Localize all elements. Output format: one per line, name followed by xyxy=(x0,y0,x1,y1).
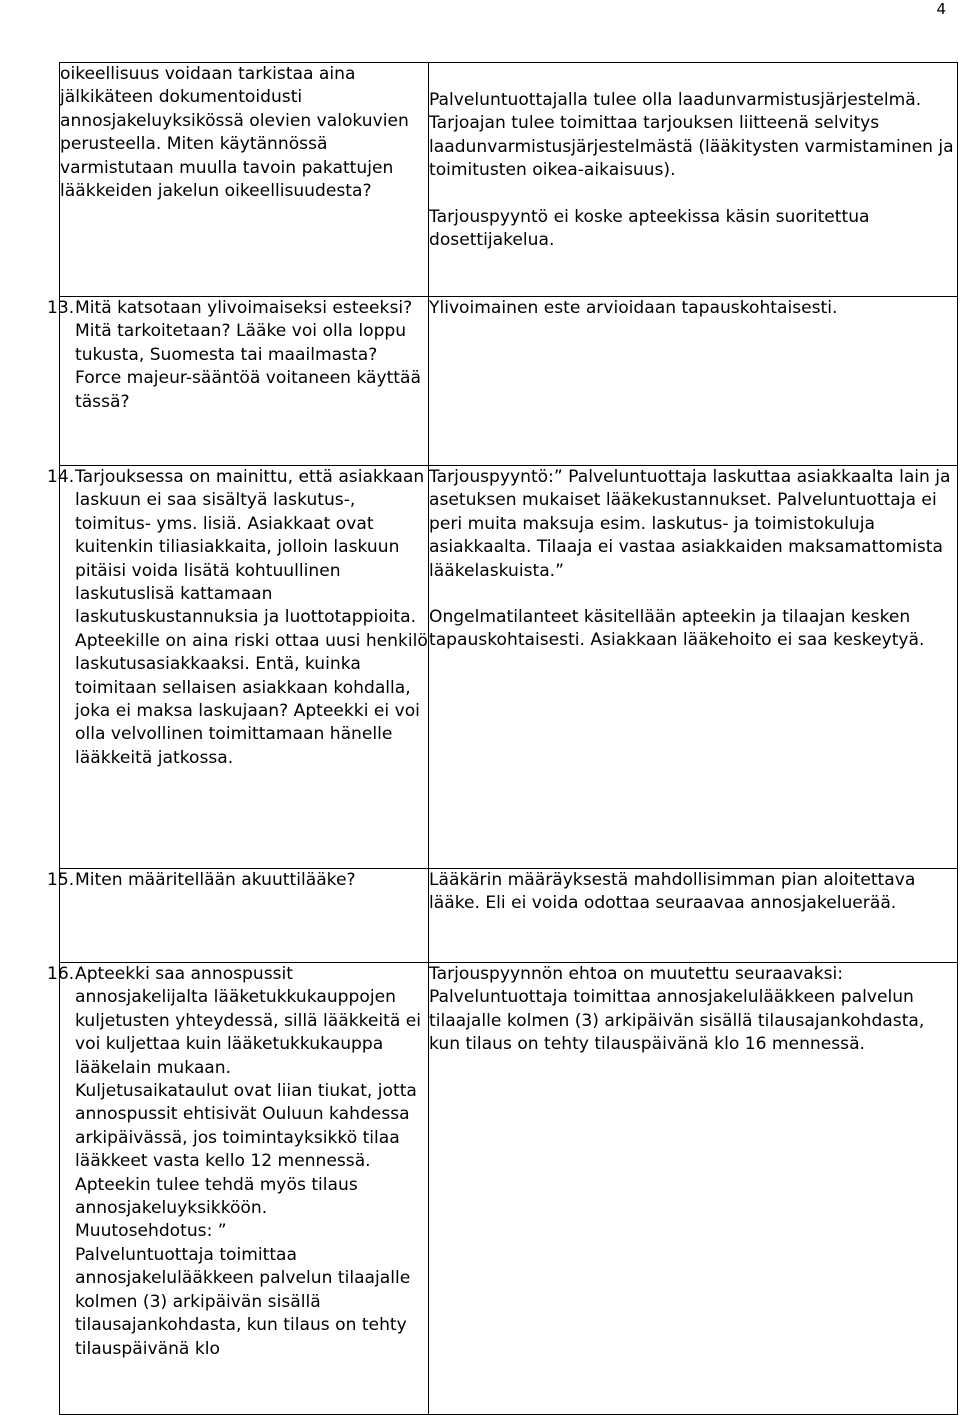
answer-text: Ylivoimainen este arvioidaan tapauskohtaisesti. xyxy=(429,298,838,318)
question-number: 15. xyxy=(47,870,75,890)
answer-cell xyxy=(429,963,958,1415)
question-number: 16. xyxy=(47,964,75,984)
answer-text: Tarjouspyyntö ei koske apteekissa käsin suoritettua dosettijakelua. xyxy=(429,206,870,251)
question-text: Muutosehdotus: ” xyxy=(75,1221,227,1242)
answer-cell xyxy=(429,297,958,466)
table-row xyxy=(60,466,958,869)
qa-table xyxy=(47,62,958,1415)
question-cell xyxy=(47,297,429,466)
question-cell xyxy=(47,466,429,869)
question-text: Tarjouksessa on mainittu, että asiakkaan laskuun ei saa sisältyä laskutus-, toimitus- yms. lisiä. Asiakkaat ovat kuitenkin tiliasiakkaita, jolloin laskuun pitäisi voida lisätä kohtuullinen laskutuslisä kattamaan laskutuskustannuksia ja luottotappioita. Apteekille on aina riski ottaa uusi henkilö laskutusasiakkaaksi. Entä, kuinka toimitaan sellaisen asiakkaan kohdalla, joka ei maksa laskujaan? Apteekki ei voi olla velvollinen toimittamaan hänelle lääkkeitä jatkossa. xyxy=(75,467,428,768)
question-number: 14. xyxy=(47,467,75,487)
question-text: Apteekki saa annospussit annosjakelijalta lääketukkukauppojen kuljetusten yhteydessä, sillä lääkkeitä ei voi kuljettaa kuin lääketukkukauppa lääkelain mukaan. xyxy=(75,964,422,1078)
table-row xyxy=(60,63,958,297)
question-text: oikeellisuus voidaan tarkistaa aina jälkikäteen dokumentoidusti annosjakeluyksikössä olevien valokuvien perusteella. Miten käytännössä varmistutaan muulla tavoin pakattujen lääkkeiden jakelun oikeellisuudesta? xyxy=(60,64,409,202)
question-text: Kuljetusaikataulut ovat liian tiukat, jotta annospussit ehtisivät Ouluun kahdessa arkipäivässä, jos toimintayksikkö tilaa lääkkeet vasta kello 12 mennessä. xyxy=(75,1081,417,1172)
answer-text: Palveluntuottajalla tulee olla laadunvarmistusjärjestelmä. Tarjoajan tulee toimittaa tarjouksen liitteenä selvitys laadunvarmistusjärjestelmästä (lääkitysten varmistaminen ja toimitusten oikea-aikaisuus). xyxy=(429,90,954,181)
answer-cell xyxy=(429,869,958,963)
question-text: Miten määritellään akuuttilääke? xyxy=(75,870,356,890)
table-row xyxy=(60,963,958,1415)
question-cell xyxy=(60,63,429,297)
question-text: Mitä katsotaan ylivoimaiseksi esteeksi? Mitä tarkoitetaan? Lääke voi olla loppu tukusta, Suomesta tai maailmasta? Force majeur-sääntöä voitaneen käyttää tässä? xyxy=(75,298,421,412)
page-number: 4 xyxy=(936,0,946,18)
question-text: Apteekin tulee tehdä myös tilaus annosjakeluyksikköön. xyxy=(75,1174,358,1219)
answer-cell xyxy=(429,466,958,869)
table-row xyxy=(60,869,958,963)
answer-text: Tarjouspyyntö:” Palveluntuottaja laskuttaa asiakkaalta lain ja asetuksen mukaiset lääkekustannukset. Palveluntuottaja ei peri muita maksuja esim. laskutus- ja toimistokuluja asiakkaalta. Tilaaja ei vastaa asiakkaiden maksamattomista lääkelaskuista.” xyxy=(429,467,951,581)
question-text: Palveluntuottaja toimittaa annosjakelulääkkeen palvelun tilaajalle kolmen (3) arkipäivän sisällä tilausajankohdasta, kun tilaus on tehty tilauspäivänä klo xyxy=(75,1244,411,1359)
answer-text: Ongelmatilanteet käsitellään apteekin ja tilaajan kesken tapauskohtaisesti. Asiakkaan lääkehoito ei saa keskeytyä. xyxy=(429,607,925,651)
answer-cell xyxy=(429,63,958,297)
question-cell xyxy=(47,963,429,1415)
question-cell xyxy=(47,869,429,963)
question-number: 13. xyxy=(47,298,75,318)
answer-text: Lääkärin määräyksestä mahdollisimman pian aloitettava lääke. Eli ei voida odottaa seuraavaa annosjakeluerää. xyxy=(429,870,916,914)
answer-text: Tarjouspyynnön ehtoa on muutettu seuraavaksi: Palveluntuottaja toimittaa annosjakelulääkkeen palvelun tilaajalle kolmen (3) arkipäivän sisällä tilausajankohdasta, kun tilaus on tehty tilauspäivänä klo 16 mennessä. xyxy=(429,964,925,1055)
table-row xyxy=(60,297,958,466)
